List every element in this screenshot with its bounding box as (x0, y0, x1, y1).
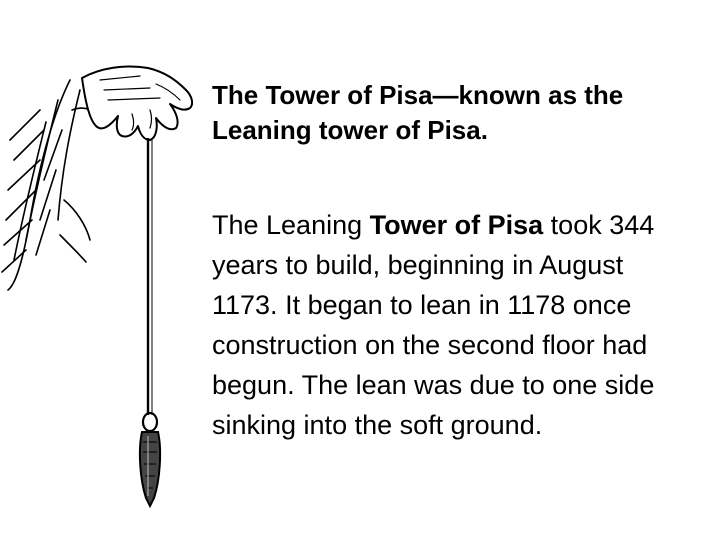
body-paragraph (212, 205, 682, 445)
body-text-bold: Tower of Pisa (369, 210, 544, 240)
body-text-rest: took 344 years to build, beginning in August 1173. It began to lean in 1178 once construction on the second floor had begun. The lean was due to one side sinking into the soft ground. (212, 210, 655, 440)
slide-title: The Tower of Pisa—known as the Leaning tower of Pisa. (212, 80, 624, 145)
body-text-lead: The Leaning (212, 210, 370, 240)
hand-holding-plumb-bob-icon (0, 50, 215, 510)
